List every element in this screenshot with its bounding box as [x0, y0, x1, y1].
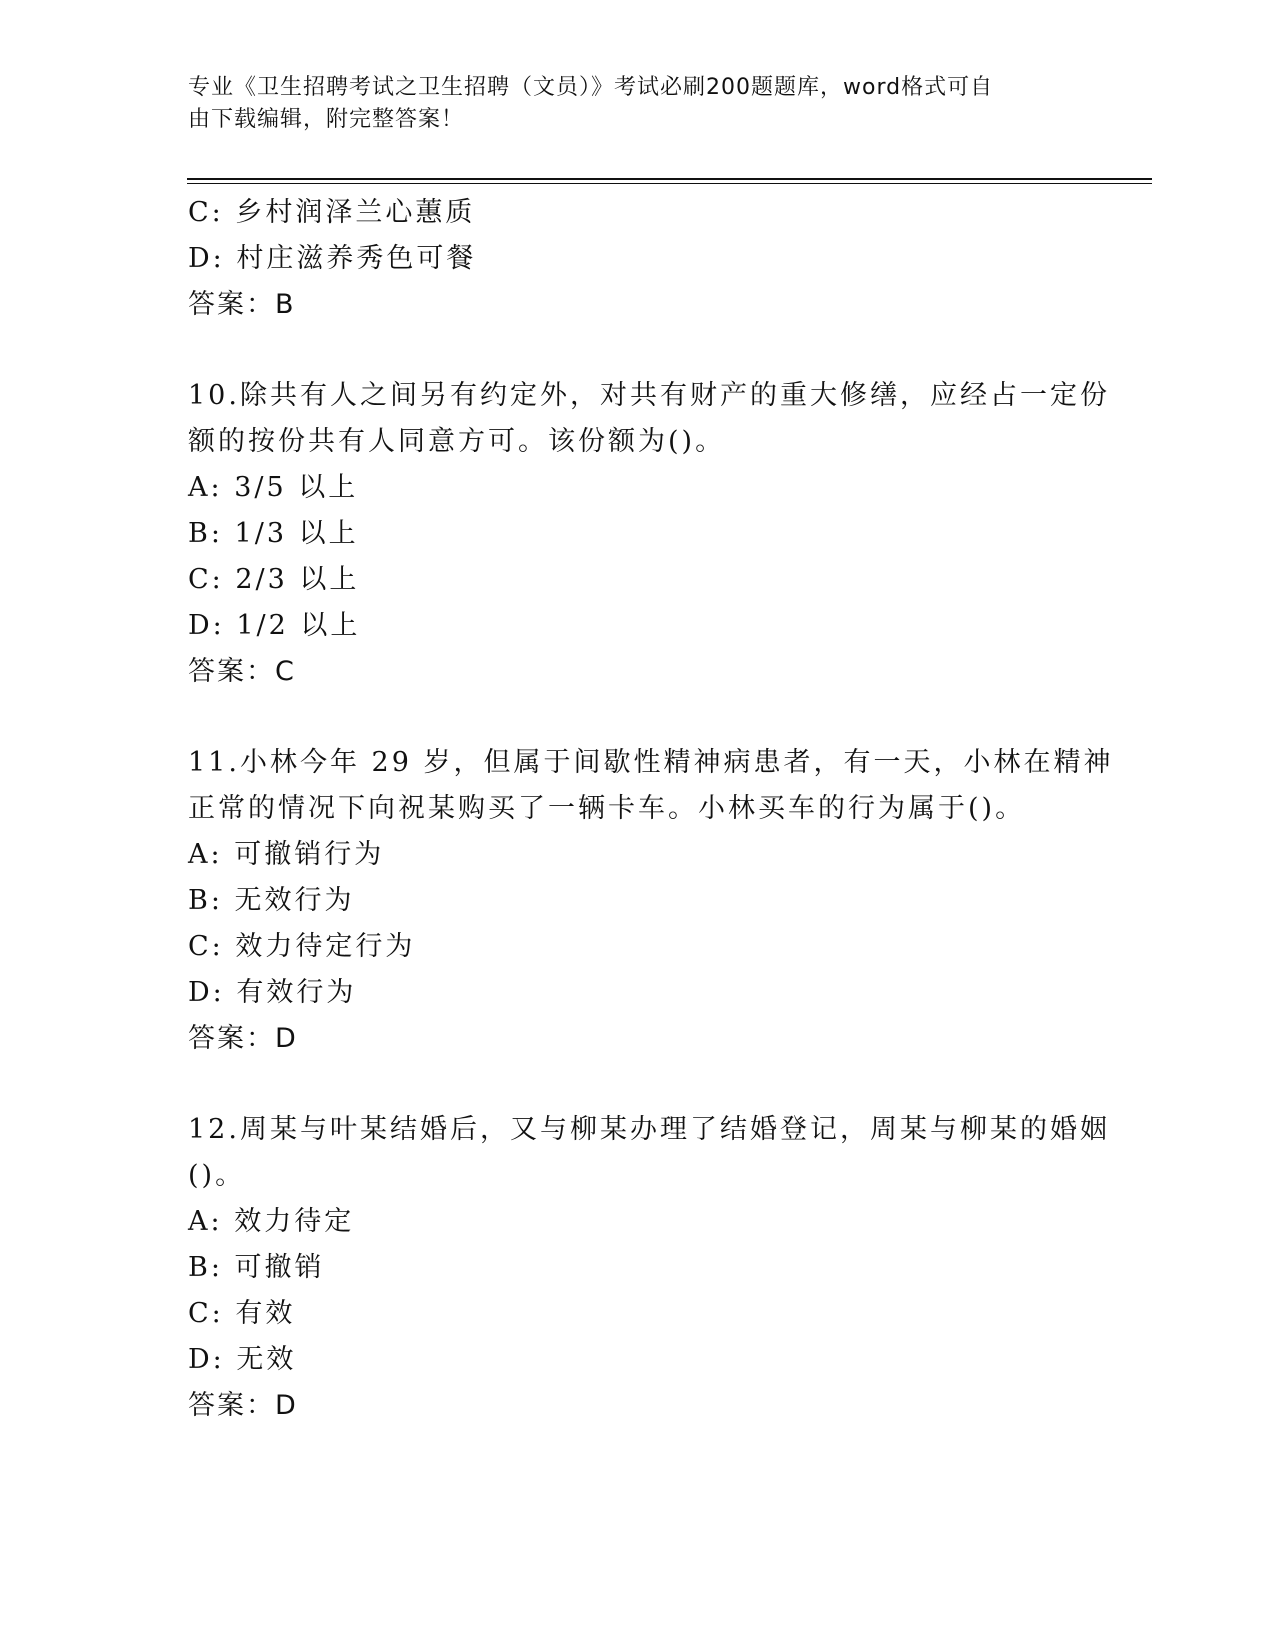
option-line [188, 1245, 1088, 1291]
option-key: C: [188, 197, 224, 228]
option-line [188, 832, 1088, 878]
option-key: B: [188, 885, 223, 916]
document-header [188, 72, 1068, 136]
question-stem-line: ()。 [188, 1160, 246, 1191]
answer-line: 答案：D [188, 1390, 298, 1421]
option-line [188, 878, 1088, 924]
question-stem-line: 11.小林今年 29 岁，但属于间歇性精神病患者，有一天，小林在精神 [188, 747, 1114, 778]
option-key: D: [188, 610, 225, 641]
option-line [188, 465, 1088, 511]
header-divider-thin [187, 183, 1152, 184]
option-line [188, 557, 1088, 603]
question-spacer [188, 695, 1088, 740]
option-key: B: [188, 518, 223, 549]
header-divider-thick [187, 178, 1152, 180]
option-text: 效力待定 [234, 1206, 355, 1237]
document-body [188, 190, 1114, 1429]
option-line [188, 603, 1088, 649]
header-line-1: 专业《卫生招聘考试之卫生招聘（文员）》考试必刷200题题库，word格式可自 [188, 75, 994, 100]
option-key: C: [188, 1298, 224, 1329]
question-stem-line: 10.除共有人之间另有约定外，对共有财产的重大修缮，应经占一定份 [188, 380, 1110, 411]
option-text: 乡村润泽兰心蕙质 [235, 197, 476, 228]
answer-line: 答案：C [188, 656, 296, 687]
option-key: A: [188, 472, 223, 503]
option-text: 1/2 以上 [236, 610, 361, 641]
option-key: C: [188, 931, 224, 962]
question-block-12 [188, 1107, 1110, 1429]
option-text: 2/3 以上 [235, 564, 360, 595]
option-line [188, 236, 1088, 282]
option-line [188, 924, 1088, 970]
option-text: 有效 [235, 1298, 296, 1329]
question-spacer [188, 1062, 1088, 1107]
option-line [188, 970, 1088, 1016]
option-line [188, 511, 1088, 557]
option-key: B: [188, 1252, 223, 1283]
option-text: 3/5 以上 [234, 472, 359, 503]
answer-line: 答案：B [188, 289, 296, 320]
question-stem-line: 额的按份共有人同意方可。该份额为()。 [188, 426, 726, 457]
option-key: D: [188, 977, 225, 1008]
answer-line: 答案：D [188, 1023, 298, 1054]
question-spacer [188, 328, 1088, 373]
option-key: A: [188, 839, 223, 870]
option-key: D: [188, 243, 225, 274]
option-text: 1/3 以上 [234, 518, 359, 549]
option-line [188, 190, 1088, 236]
question-block-continued [188, 190, 1088, 328]
option-key: D: [188, 1344, 225, 1375]
option-text: 可撤销行为 [234, 839, 385, 870]
option-text: 有效行为 [236, 977, 357, 1008]
option-key: C: [188, 564, 224, 595]
question-stem-line: 正常的情况下向祝某购买了一辆卡车。小林买车的行为属于()。 [188, 793, 1026, 824]
option-text: 无效行为 [234, 885, 355, 916]
header-line-2: 由下载编辑，附完整答案！ [188, 107, 465, 132]
option-text: 无效 [236, 1344, 297, 1375]
option-text: 效力待定行为 [235, 931, 416, 962]
option-line [188, 1291, 1088, 1337]
question-block-11 [188, 740, 1114, 1062]
option-line [188, 1337, 1088, 1383]
option-text: 可撤销 [234, 1252, 325, 1283]
question-stem-line: 12.周某与叶某结婚后，又与柳某办理了结婚登记，周某与柳某的婚姻 [188, 1114, 1110, 1145]
option-line [188, 1199, 1088, 1245]
option-text: 村庄滋养秀色可餐 [236, 243, 477, 274]
question-block-10 [188, 373, 1110, 695]
option-key: A: [188, 1206, 223, 1237]
